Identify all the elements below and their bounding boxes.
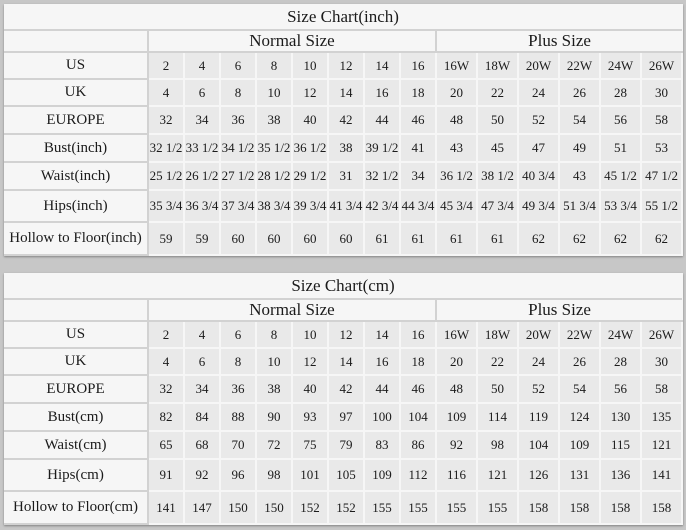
size-row (4, 222, 682, 255)
size-chart-inch-table (4, 4, 683, 256)
size-value-cell: 61 (400, 222, 436, 255)
size-value-cell: 6 (184, 348, 220, 375)
size-value-cell: 36 1/2 (436, 162, 477, 190)
size-value-cell: 2 (148, 52, 184, 79)
size-value-cell: 10 (256, 79, 292, 106)
size-value-cell: 40 3/4 (518, 162, 559, 190)
size-value-cell: 28 (600, 348, 641, 375)
size-value-cell: 91 (148, 459, 184, 491)
size-value-cell: 6 (220, 52, 256, 79)
size-value-cell: 24W (600, 52, 641, 79)
size-value-cell: 22W (559, 321, 600, 348)
size-value-cell: 126 (518, 459, 559, 491)
size-value-cell: 18 (400, 348, 436, 375)
size-value-cell: 38 (256, 106, 292, 134)
size-row (4, 79, 682, 106)
size-row (4, 134, 682, 162)
size-value-cell: 4 (184, 321, 220, 348)
size-value-cell: 131 (559, 459, 600, 491)
size-value-cell: 40 (292, 375, 328, 403)
column-group-row (4, 299, 682, 321)
size-value-cell: 115 (600, 431, 641, 459)
size-value-cell: 43 (559, 162, 600, 190)
size-value-cell: 59 (148, 222, 184, 255)
row-label: Hollow to Floor(inch) (4, 222, 148, 255)
size-value-cell: 6 (220, 321, 256, 348)
size-value-cell: 104 (518, 431, 559, 459)
size-value-cell: 24 (518, 348, 559, 375)
size-row (4, 321, 682, 348)
size-value-cell: 52 (518, 375, 559, 403)
size-value-cell: 42 3/4 (364, 190, 400, 222)
size-value-cell: 10 (292, 321, 328, 348)
size-value-cell: 109 (364, 459, 400, 491)
size-value-cell: 88 (220, 403, 256, 431)
size-value-cell: 12 (328, 321, 364, 348)
size-value-cell: 38 3/4 (256, 190, 292, 222)
size-value-cell: 109 (436, 403, 477, 431)
size-value-cell: 90 (256, 403, 292, 431)
size-value-cell: 98 (477, 431, 518, 459)
size-value-cell: 37 3/4 (220, 190, 256, 222)
size-value-cell: 61 (436, 222, 477, 255)
size-value-cell: 41 3/4 (328, 190, 364, 222)
size-value-cell: 26W (641, 321, 682, 348)
size-chart-cm-table (4, 273, 683, 525)
size-value-cell: 35 1/2 (256, 134, 292, 162)
row-label: UK (4, 348, 148, 375)
row-label: Bust(cm) (4, 403, 148, 431)
size-value-cell: 20 (436, 348, 477, 375)
size-value-cell: 70 (220, 431, 256, 459)
size-value-cell: 46 (400, 375, 436, 403)
size-value-cell: 60 (292, 222, 328, 255)
size-value-cell: 121 (477, 459, 518, 491)
size-value-cell: 39 1/2 (364, 134, 400, 162)
size-value-cell: 14 (364, 321, 400, 348)
size-value-cell: 150 (220, 491, 256, 524)
size-value-cell: 51 3/4 (559, 190, 600, 222)
size-value-cell: 65 (148, 431, 184, 459)
size-value-cell: 49 3/4 (518, 190, 559, 222)
size-value-cell: 4 (184, 52, 220, 79)
size-value-cell: 12 (292, 79, 328, 106)
size-value-cell: 26 1/2 (184, 162, 220, 190)
size-row (4, 106, 682, 134)
row-label: US (4, 52, 148, 79)
size-value-cell: 18W (477, 52, 518, 79)
size-row (4, 431, 682, 459)
size-value-cell: 25 1/2 (148, 162, 184, 190)
size-value-cell: 84 (184, 403, 220, 431)
size-value-cell: 56 (600, 106, 641, 134)
size-value-cell: 155 (436, 491, 477, 524)
size-value-cell: 121 (641, 431, 682, 459)
size-value-cell: 58 (641, 106, 682, 134)
size-value-cell: 40 (292, 106, 328, 134)
size-value-cell: 105 (328, 459, 364, 491)
size-value-cell: 44 3/4 (400, 190, 436, 222)
size-value-cell: 114 (477, 403, 518, 431)
size-value-cell: 8 (220, 79, 256, 106)
size-value-cell: 44 (364, 375, 400, 403)
size-value-cell: 50 (477, 375, 518, 403)
size-value-cell: 34 1/2 (220, 134, 256, 162)
size-row (4, 403, 682, 431)
size-value-cell: 18 (400, 79, 436, 106)
row-label: Bust(inch) (4, 134, 148, 162)
size-value-cell: 96 (220, 459, 256, 491)
plus-size-header: Plus Size (436, 30, 682, 52)
size-value-cell: 48 (436, 375, 477, 403)
size-value-cell: 42 (328, 106, 364, 134)
size-value-cell: 45 1/2 (600, 162, 641, 190)
size-value-cell: 26 (559, 79, 600, 106)
size-value-cell: 158 (559, 491, 600, 524)
size-value-cell: 47 3/4 (477, 190, 518, 222)
size-value-cell: 61 (364, 222, 400, 255)
size-value-cell: 24W (600, 321, 641, 348)
size-value-cell: 34 (184, 106, 220, 134)
size-value-cell: 104 (400, 403, 436, 431)
size-value-cell: 14 (328, 348, 364, 375)
size-value-cell: 27 1/2 (220, 162, 256, 190)
size-value-cell: 152 (328, 491, 364, 524)
size-value-cell: 2 (148, 321, 184, 348)
size-value-cell: 45 (477, 134, 518, 162)
size-value-cell: 47 (518, 134, 559, 162)
size-value-cell: 62 (600, 222, 641, 255)
table-title-cm: Size Chart(cm) (4, 273, 682, 299)
size-value-cell: 36 (220, 106, 256, 134)
size-value-cell: 28 1/2 (256, 162, 292, 190)
row-label: Hips(inch) (4, 190, 148, 222)
row-label: Hollow to Floor(cm) (4, 491, 148, 524)
size-row (4, 375, 682, 403)
size-value-cell: 10 (292, 52, 328, 79)
size-value-cell: 61 (477, 222, 518, 255)
size-value-cell: 38 (328, 134, 364, 162)
size-value-cell: 33 1/2 (184, 134, 220, 162)
size-value-cell: 100 (364, 403, 400, 431)
size-value-cell: 39 3/4 (292, 190, 328, 222)
size-value-cell: 54 (559, 106, 600, 134)
row-label: Hips(cm) (4, 459, 148, 491)
size-value-cell: 51 (600, 134, 641, 162)
column-group-row (4, 30, 682, 52)
size-value-cell: 45 3/4 (436, 190, 477, 222)
size-value-cell: 109 (559, 431, 600, 459)
size-row (4, 348, 682, 375)
size-value-cell: 18W (477, 321, 518, 348)
size-rows-cm (4, 321, 682, 524)
table-title-inch: Size Chart(inch) (4, 4, 682, 30)
size-value-cell: 43 (436, 134, 477, 162)
row-label: Waist(cm) (4, 431, 148, 459)
size-value-cell: 56 (600, 375, 641, 403)
size-value-cell: 26W (641, 52, 682, 79)
size-value-cell: 92 (184, 459, 220, 491)
size-value-cell: 38 (256, 375, 292, 403)
size-value-cell: 92 (436, 431, 477, 459)
size-value-cell: 28 (600, 79, 641, 106)
size-value-cell: 112 (400, 459, 436, 491)
size-value-cell: 141 (641, 459, 682, 491)
size-value-cell: 58 (641, 375, 682, 403)
size-rows-inch (4, 52, 682, 255)
row-label: US (4, 321, 148, 348)
size-value-cell: 60 (256, 222, 292, 255)
corner-cell (4, 299, 148, 321)
size-value-cell: 16W (436, 52, 477, 79)
size-value-cell: 8 (256, 52, 292, 79)
size-value-cell: 101 (292, 459, 328, 491)
size-value-cell: 30 (641, 348, 682, 375)
size-value-cell: 150 (256, 491, 292, 524)
size-value-cell: 4 (148, 79, 184, 106)
size-value-cell: 22W (559, 52, 600, 79)
size-row (4, 491, 682, 524)
size-value-cell: 158 (600, 491, 641, 524)
size-value-cell: 155 (364, 491, 400, 524)
size-value-cell: 34 (184, 375, 220, 403)
size-value-cell: 48 (436, 106, 477, 134)
size-value-cell: 16 (400, 321, 436, 348)
size-value-cell: 22 (477, 348, 518, 375)
size-value-cell: 41 (400, 134, 436, 162)
row-label: Waist(inch) (4, 162, 148, 190)
size-value-cell: 158 (641, 491, 682, 524)
size-value-cell: 35 3/4 (148, 190, 184, 222)
size-value-cell: 26 (559, 348, 600, 375)
size-value-cell: 62 (518, 222, 559, 255)
size-value-cell: 60 (328, 222, 364, 255)
size-value-cell: 29 1/2 (292, 162, 328, 190)
size-value-cell: 93 (292, 403, 328, 431)
size-value-cell: 22 (477, 79, 518, 106)
size-value-cell: 49 (559, 134, 600, 162)
size-value-cell: 68 (184, 431, 220, 459)
size-value-cell: 152 (292, 491, 328, 524)
size-value-cell: 46 (400, 106, 436, 134)
size-value-cell: 32 (148, 106, 184, 134)
size-value-cell: 98 (256, 459, 292, 491)
size-value-cell: 32 1/2 (364, 162, 400, 190)
size-value-cell: 62 (641, 222, 682, 255)
size-value-cell: 86 (400, 431, 436, 459)
size-value-cell: 54 (559, 375, 600, 403)
size-value-cell: 44 (364, 106, 400, 134)
size-value-cell: 50 (477, 106, 518, 134)
row-label: EUROPE (4, 375, 148, 403)
title-row (4, 273, 682, 299)
size-value-cell: 16 (364, 348, 400, 375)
size-value-cell: 31 (328, 162, 364, 190)
size-value-cell: 141 (148, 491, 184, 524)
size-value-cell: 53 (641, 134, 682, 162)
size-value-cell: 158 (518, 491, 559, 524)
size-value-cell: 34 (400, 162, 436, 190)
size-value-cell: 16 (400, 52, 436, 79)
size-value-cell: 20W (518, 321, 559, 348)
size-value-cell: 36 3/4 (184, 190, 220, 222)
size-value-cell: 83 (364, 431, 400, 459)
size-value-cell: 24 (518, 79, 559, 106)
size-value-cell: 20W (518, 52, 559, 79)
size-value-cell: 155 (477, 491, 518, 524)
size-value-cell: 8 (220, 348, 256, 375)
size-value-cell: 16W (436, 321, 477, 348)
size-row (4, 459, 682, 491)
size-value-cell: 62 (559, 222, 600, 255)
size-value-cell: 16 (364, 79, 400, 106)
size-value-cell: 53 3/4 (600, 190, 641, 222)
size-value-cell: 124 (559, 403, 600, 431)
size-value-cell: 136 (600, 459, 641, 491)
size-value-cell: 130 (600, 403, 641, 431)
size-value-cell: 55 1/2 (641, 190, 682, 222)
size-value-cell: 14 (364, 52, 400, 79)
size-value-cell: 116 (436, 459, 477, 491)
size-value-cell: 72 (256, 431, 292, 459)
size-value-cell: 10 (256, 348, 292, 375)
size-value-cell: 20 (436, 79, 477, 106)
size-value-cell: 155 (400, 491, 436, 524)
size-row (4, 162, 682, 190)
size-value-cell: 47 1/2 (641, 162, 682, 190)
size-value-cell: 52 (518, 106, 559, 134)
size-value-cell: 14 (328, 79, 364, 106)
size-value-cell: 119 (518, 403, 559, 431)
size-value-cell: 97 (328, 403, 364, 431)
size-value-cell: 12 (292, 348, 328, 375)
size-value-cell: 59 (184, 222, 220, 255)
size-value-cell: 135 (641, 403, 682, 431)
size-value-cell: 36 (220, 375, 256, 403)
normal-size-header: Normal Size (148, 299, 436, 321)
size-value-cell: 8 (256, 321, 292, 348)
plus-size-header: Plus Size (436, 299, 682, 321)
normal-size-header: Normal Size (148, 30, 436, 52)
size-row (4, 190, 682, 222)
size-value-cell: 12 (328, 52, 364, 79)
size-row (4, 52, 682, 79)
size-value-cell: 79 (328, 431, 364, 459)
row-label: EUROPE (4, 106, 148, 134)
size-value-cell: 30 (641, 79, 682, 106)
size-value-cell: 36 1/2 (292, 134, 328, 162)
size-value-cell: 42 (328, 375, 364, 403)
size-value-cell: 60 (220, 222, 256, 255)
corner-cell (4, 30, 148, 52)
size-value-cell: 147 (184, 491, 220, 524)
size-value-cell: 82 (148, 403, 184, 431)
size-value-cell: 4 (148, 348, 184, 375)
size-value-cell: 32 1/2 (148, 134, 184, 162)
size-value-cell: 38 1/2 (477, 162, 518, 190)
row-label: UK (4, 79, 148, 106)
size-value-cell: 32 (148, 375, 184, 403)
size-value-cell: 75 (292, 431, 328, 459)
size-value-cell: 6 (184, 79, 220, 106)
title-row (4, 4, 682, 30)
